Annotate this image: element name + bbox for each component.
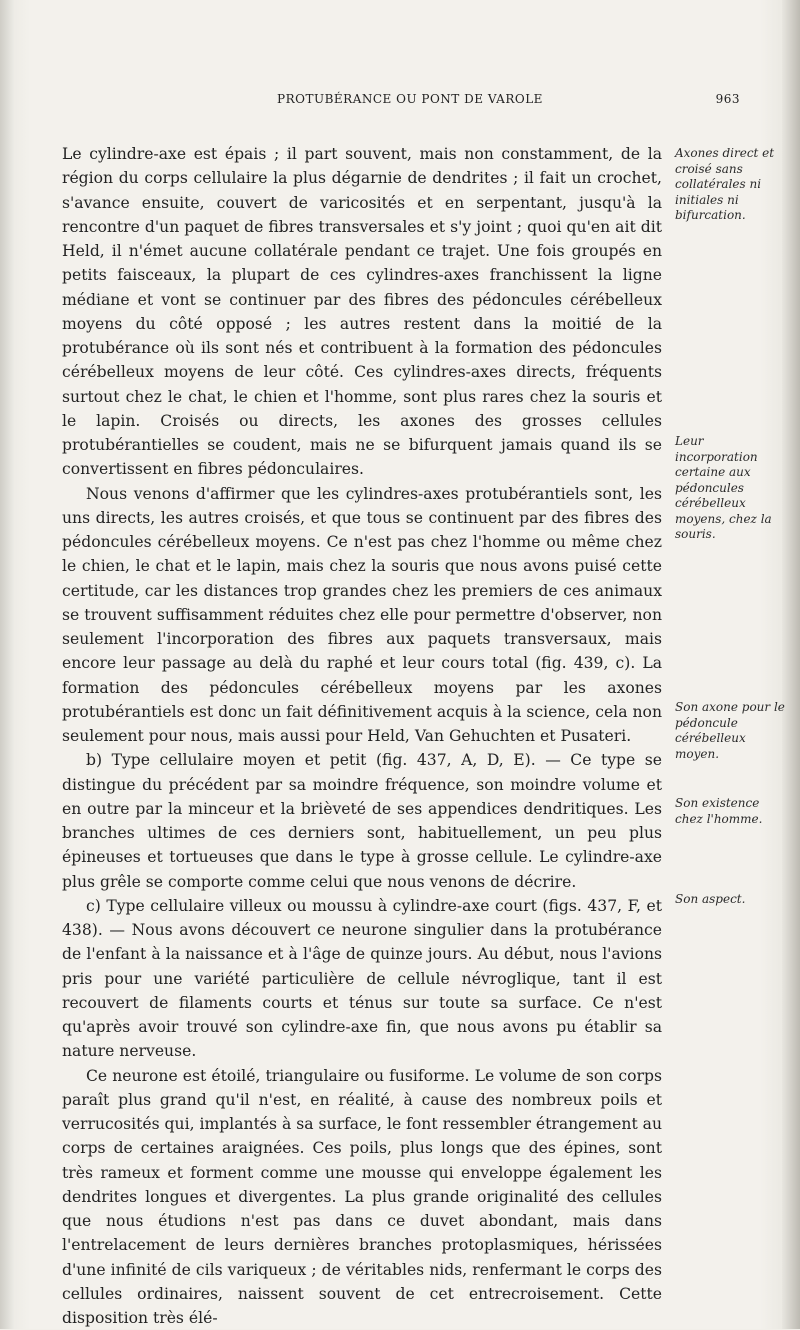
margin-note-incorporation: Leur incorporation certaine aux pédoncules cérébelleux moyens, chez la souris. <box>675 434 787 543</box>
page-number: 963 <box>716 92 740 106</box>
page-left-edge <box>0 0 14 1329</box>
margin-note-existence: Son existence chez l'homme. <box>675 796 787 827</box>
running-header <box>80 92 740 114</box>
header-title: PROTUBÉRANCE OU PONT DE VAROLE <box>80 92 740 106</box>
paragraph-type-villeux: c) Type cellulaire villeux ou moussu à cylindre-axe court (figs. 437, F, et 438). — Nous avons découvert ce neurone singulier dans la protubérance de l'enfant à la naissance et à l'âge de quinze jours. Au début, nous l'avions pris pour une variété particulière de cellule névroglique, tant il est recouvert de filaments courts et ténus sur toute sa surface. Ce n'est qu'après avoir trouvé son cylindre-axe fin, que nous avons pu établir sa nature nerveuse. <box>62 894 662 1064</box>
margin-note-axones: Axones direct et croisé sans collatérales ni initiales ni bifurcation. <box>675 146 787 224</box>
paragraph-type-moyen: b) Type cellulaire moyen et petit (fig. 437, A, D, E). — Ce type se distingue du précédent par sa moindre fréquence, son moindre volume et en outre par la minceur et la brièveté de ses appendices dendritiques. Les branches ultimes de ces derniers sont, habituellement, un peu plus épineuses et tortueuses que dans le type à grosse cellule. Le cylindre-axe plus grêle se comporte comme celui que nous venons de décrire. <box>62 748 662 894</box>
paragraph-incorporation: Nous venons d'affirmer que les cylindres-axes protubérantiels sont, les uns directs, les autres croisés, et que tous se continuent par des fibres des pédoncules cérébelleux moyens. Ce n'est pas chez l'homme ou même chez le chien, le chat et le lapin, mais chez la souris que nous avons puisé cette certitude, car les distances trop grandes chez les premiers de ces animaux se trouvent suffisamment réduites chez elle pour permettre d'observer, non seulement l'incorporation des fibres aux paquets transversaux, mais encore leur passage au delà du raphé et leur cours total (fig. 439, c). La formation des pédoncules cérébelleux moyens par les axones protubérantiels est donc un fait définitivement acquis à la science, cela non seulement pour nous, mais aussi pour Held, Van Gehuchten et Pusateri. <box>62 482 662 749</box>
margin-note-axone-pedoncule: Son axone pour le pédoncule cérébelleux moyen. <box>675 700 787 762</box>
body-text <box>62 142 662 1330</box>
paragraph-neurone-aspect: Ce neurone est étoilé, triangulaire ou fusiforme. Le volume de son corps paraît plus grand qu'il n'est, en réalité, à cause des nombreux poils et verrucosités qui, implantés à sa surface, le font ressembler étrangement au corps de certaines araignées. Ces poils, plus longs que des épines, sont très rameux et forment comme une mousse qui enveloppe également les dendrites longues et divergentes. La plus grande originalité des cellules que nous étudions n'est pas dans ce duvet abondant, mais dans l'entrelacement de leurs dernières branches protoplasmiques, hérissées d'une infinité de cils variqueux ; de véritables nids, renfermant le corps des cellules ordinaires, naissent souvent de cet entrecroisement. Cette disposition très élé- <box>62 1064 662 1330</box>
margin-note-aspect: Son aspect. <box>675 892 787 908</box>
paragraph-axon-course: Le cylindre-axe est épais ; il part souvent, mais non constamment, de la région du corps cellulaire la plus dégarnie de dendrites ; il fait un crochet, s'avance ensuite, couvert de varicosités et en serpentant, jusqu'à la rencontre d'un paquet de fibres transversales et s'y joint ; quoi qu'en ait dit Held, il n'émet aucune collatérale pendant ce trajet. Une fois groupés en petits faisceaux, la plupart de ces cylindres-axes franchissent la ligne médiane et vont se continuer par des fibres des pédoncules cérébelleux moyens du côté opposé ; les autres restent dans la moitié de la protubérance où ils sont nés et contribuent à la formation des pédoncules cérébelleux moyens de leur côté. Ces cylindres-axes directs, fréquents surtout chez le chat, le chien et l'homme, sont plus rares chez la souris et le lapin. Croisés ou directs, les axones des grosses cellules protubérantielles se coudent, mais ne se bifurquent jamais quand ils se convertissent en fibres pédonculaires. <box>62 142 662 482</box>
